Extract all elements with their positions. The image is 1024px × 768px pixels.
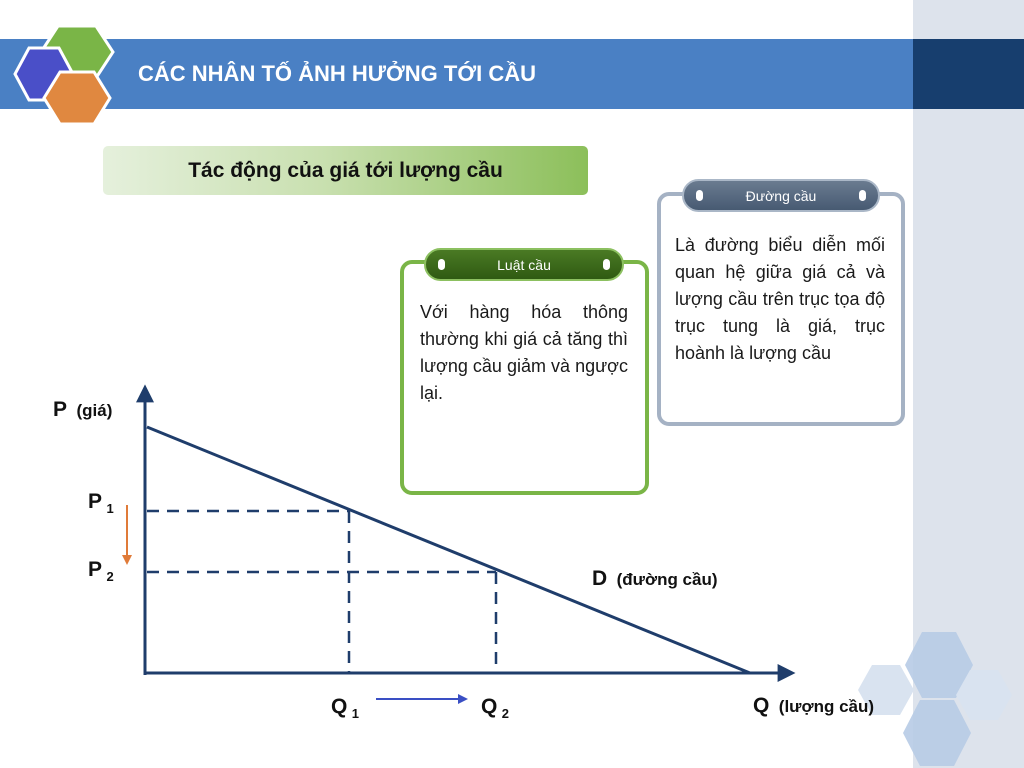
demand-curve-line (147, 427, 750, 673)
x-axis-label (753, 694, 874, 717)
q2-label-main: Q (481, 695, 498, 718)
q1-label (331, 695, 359, 721)
section-label-text: Tác động của giá tới lượng cầu (188, 158, 503, 182)
q2-label (481, 695, 509, 721)
law-of-demand-pill-label: Luật cầu (497, 256, 551, 273)
y-axis-label-note: (giá) (76, 401, 113, 420)
p1-label-main: P (88, 490, 103, 513)
y-axis-label (53, 398, 112, 421)
x-axis-label-main: Q (753, 694, 770, 717)
demand-curve-label-note: (đường cầu) (616, 570, 718, 589)
x-axis-label-note: (lượng cầu) (778, 697, 875, 716)
demand-curve-label (592, 567, 718, 590)
page-title: CÁC NHÂN TỐ ẢNH HƯỞNG TỚI CẦU (138, 61, 536, 86)
q2-label-sub: 2 (501, 706, 510, 721)
p2-label (88, 558, 114, 584)
law-of-demand-text: Với hàng hóa thông thường khi giá cả tăng thì lượng cầu giảm và ngược lại. (420, 302, 628, 403)
demand-curve-pill-label: Đường cầu (745, 187, 817, 204)
q1-label-sub: 1 (351, 706, 360, 721)
p1-label-sub: 1 (106, 501, 114, 516)
p2-label-main: P (88, 558, 103, 581)
p2-label-sub: 2 (106, 569, 114, 584)
q1-label-main: Q (331, 695, 348, 718)
demand-curve-text: Là đường biểu diễn mối quan hệ giữa giá cả và lượng cầu trên trục tọa độ trục tung là giá, trục hoành là lượng cầu (675, 235, 885, 363)
demand-curve-label-main: D (592, 567, 608, 590)
p1-label (88, 490, 114, 516)
y-axis-label-main: P (53, 398, 68, 421)
